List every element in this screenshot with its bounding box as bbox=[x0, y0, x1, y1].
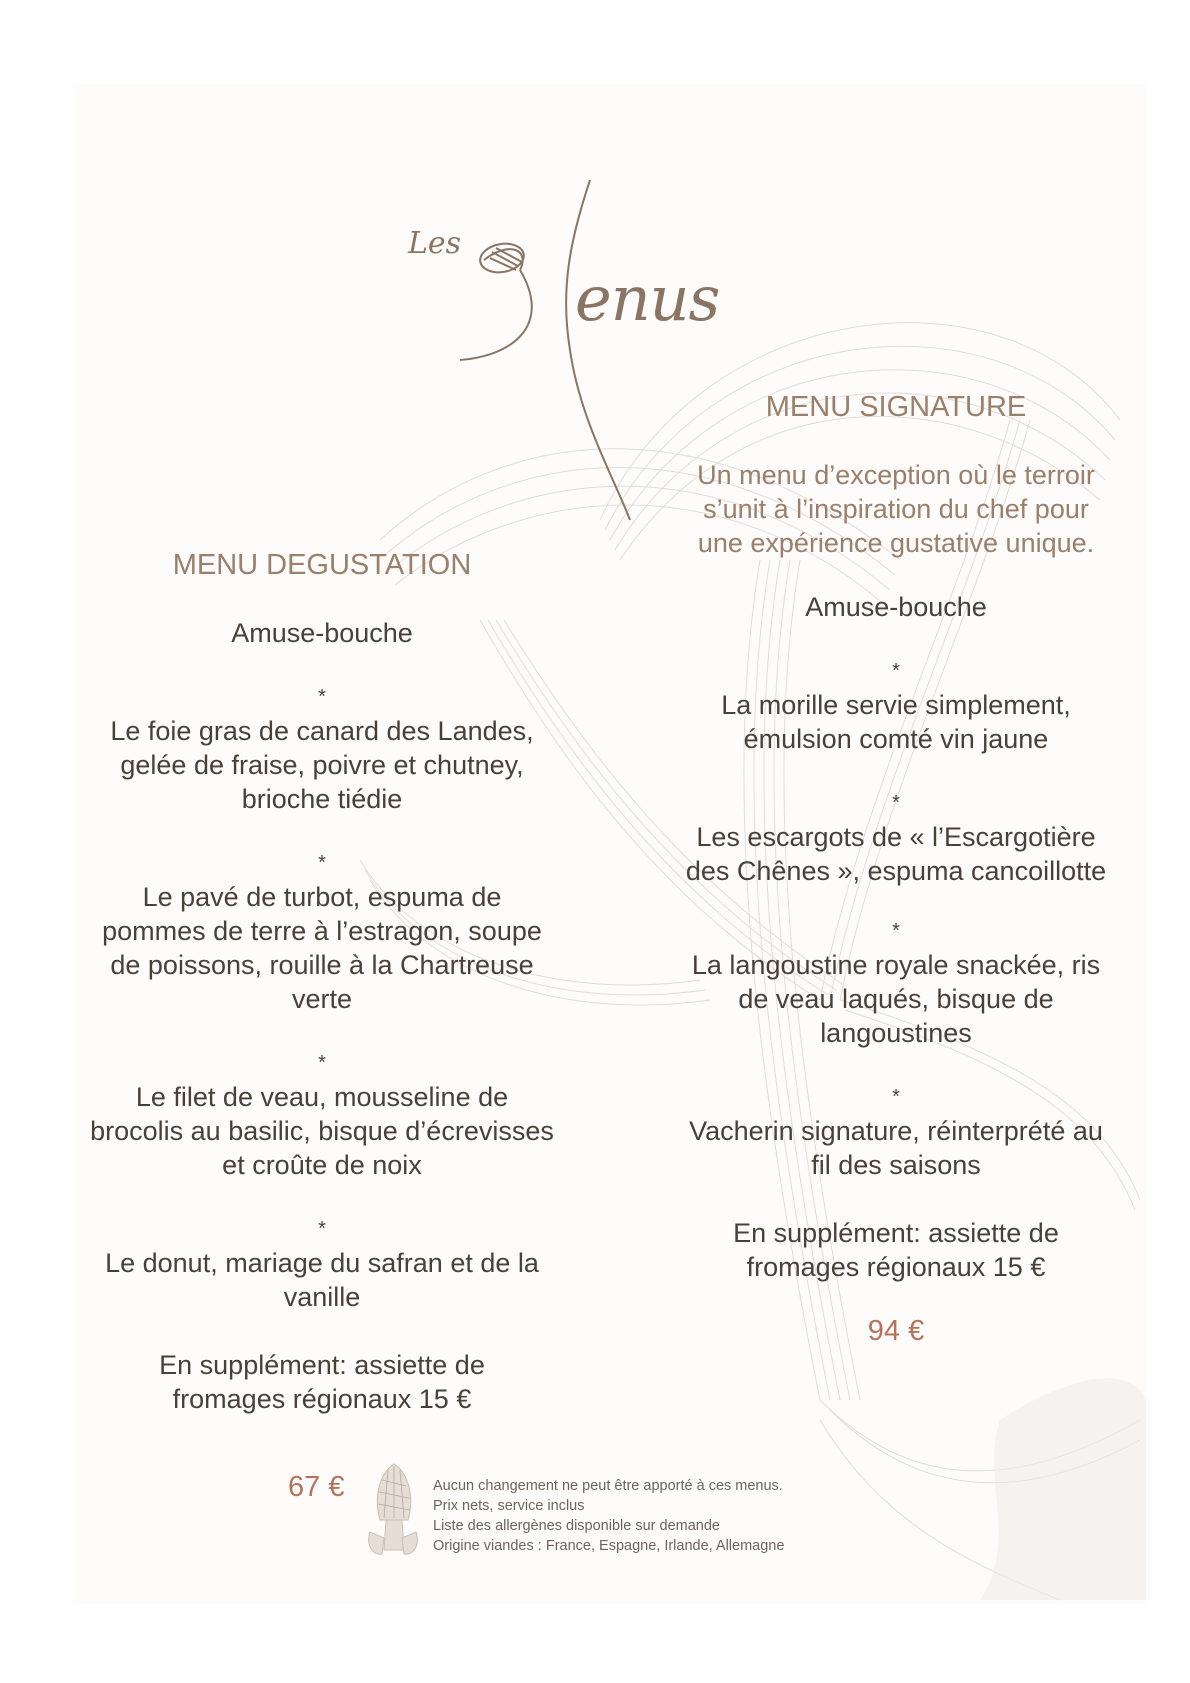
course-line: langoustines bbox=[820, 1018, 972, 1048]
separator: * bbox=[892, 1086, 900, 1108]
note-line: Liste des allergènes disponible sur demande bbox=[433, 1518, 720, 1534]
note-line: Aucun changement ne peut être apporté à ces menus. bbox=[433, 1478, 783, 1494]
course-line: de poissons, rouille à la Chartreuse bbox=[110, 950, 534, 980]
course-line: gelée de fraise, poivre et chutney, bbox=[120, 750, 524, 780]
separator: * bbox=[318, 1218, 326, 1240]
course-line: fil des saisons bbox=[811, 1150, 981, 1180]
intro-line: une expérience gustative unique. bbox=[697, 528, 1095, 558]
course-line: et croûte de noix bbox=[222, 1150, 422, 1180]
morel-mushroom-icon bbox=[366, 1460, 422, 1560]
menu-signature bbox=[654, 390, 1138, 1348]
separator: * bbox=[318, 686, 326, 708]
course-line: pommes de terre à l’estragon, soupe bbox=[102, 916, 542, 946]
separator: * bbox=[892, 920, 900, 942]
course-line: de veau laqués, bisque de bbox=[738, 984, 1054, 1014]
separator: * bbox=[318, 1052, 326, 1074]
menu-degustation-title: MENU DEGUSTATION bbox=[172, 549, 472, 581]
logo-m-flourish bbox=[440, 180, 640, 540]
note-line: Origine viandes : France, Espagne, Irlande, Allemagne bbox=[433, 1538, 785, 1554]
separator: * bbox=[892, 660, 900, 682]
course-line: Les escargots de « l’Escargotière bbox=[696, 822, 1096, 852]
course-line: Le filet de veau, mousseline de bbox=[135, 1082, 509, 1112]
menu-degustation-price: 67 € bbox=[288, 1471, 345, 1503]
supplement-line: fromages régionaux 15 € bbox=[746, 1252, 1046, 1282]
intro-line: s’unit à l’inspiration du chef pour bbox=[703, 494, 1089, 524]
course-line: Le foie gras de canard des Landes, bbox=[110, 716, 534, 746]
course-line: La langoustine royale snackée, ris bbox=[691, 950, 1101, 980]
course-line: des Chênes », espuma cancoillotte bbox=[685, 856, 1107, 886]
separator: * bbox=[892, 792, 900, 814]
course: Amuse-bouche bbox=[231, 618, 413, 648]
logo-les-text: Les bbox=[408, 226, 462, 261]
logo-menus-text: enus bbox=[575, 262, 720, 335]
course-line: verte bbox=[291, 984, 353, 1014]
menu-notes bbox=[433, 1476, 853, 1556]
course-line: brioche tiédie bbox=[241, 784, 403, 814]
course-line: Le donut, mariage du safran et de la bbox=[105, 1248, 539, 1278]
note-line: Prix nets, service inclus bbox=[433, 1498, 585, 1514]
intro-line: Un menu d’exception où le terroir bbox=[697, 460, 1095, 490]
course-line: Vacherin signature, réinterprété au bbox=[689, 1116, 1103, 1146]
supplement-line: En supplément: assiette de bbox=[159, 1350, 485, 1380]
course-line: vanille bbox=[283, 1282, 361, 1312]
supplement-line: En supplément: assiette de bbox=[733, 1218, 1059, 1248]
menu-signature-price: 94 € bbox=[867, 1315, 925, 1347]
course-line: Le pavé de turbot, espuma de bbox=[142, 882, 502, 912]
course: Amuse-bouche bbox=[805, 592, 987, 622]
course-line: brocolis au basilic, bisque d’écrevisses bbox=[90, 1116, 554, 1146]
separator: * bbox=[318, 852, 326, 874]
course-line: émulsion comté vin jaune bbox=[743, 724, 1049, 754]
menu-degustation bbox=[78, 548, 566, 1416]
course-line: La morille servie simplement, bbox=[721, 690, 1071, 720]
supplement-line: fromages régionaux 15 € bbox=[172, 1384, 472, 1414]
menu-signature-title: MENU SIGNATURE bbox=[765, 391, 1027, 423]
